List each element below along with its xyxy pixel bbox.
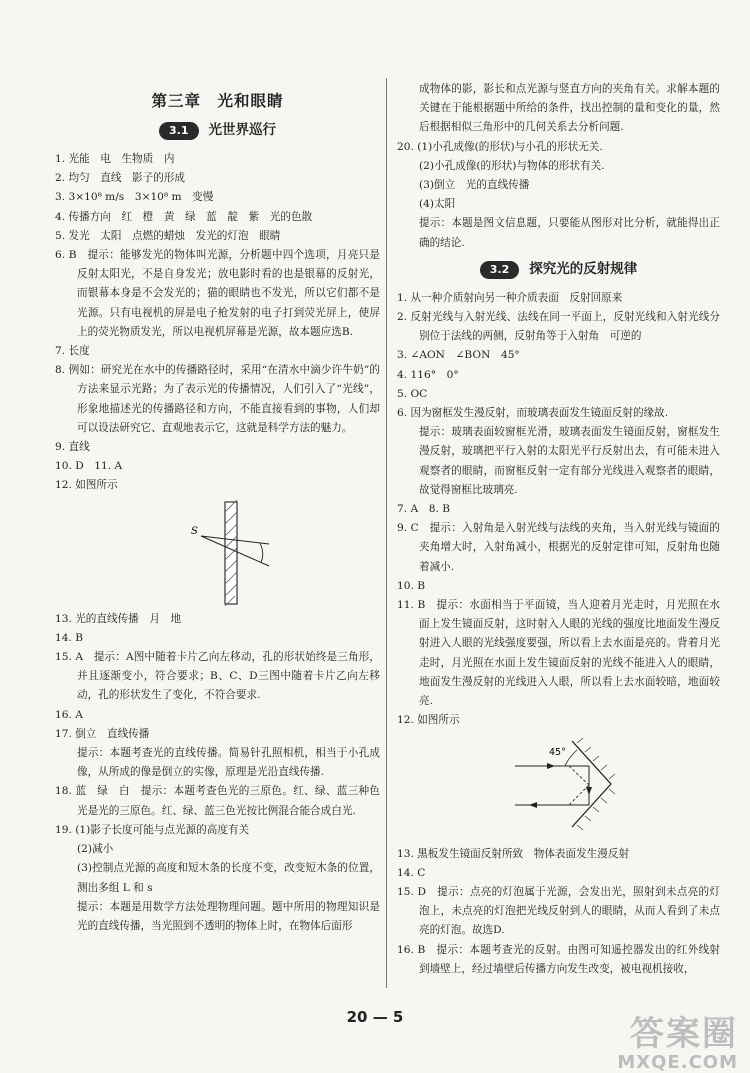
- section-3-1-header: [55, 120, 380, 142]
- answer-item: (3)倒立 光的直线传播: [419, 179, 530, 192]
- answer-18: 18. 蓝 绿 白 提示：本题考查色光的三原色。红、绿、蓝三种色光是光的三原色。红、绿、蓝三色光按比例混合能合成白光.: [55, 785, 380, 817]
- answer-list-2: [55, 610, 380, 744]
- answer-item: 5. 发光 太阳 点燃的蜡烛 发光的灯泡 眼睛: [55, 229, 281, 242]
- section-title: 探究光的反射规律: [529, 261, 638, 278]
- answer-item: 16. B 提示：本题考查光的反射。由图可知遥控器发出的红外线射到墙壁上，经过墙壁后传播方向发生改变，被电视机接收，: [397, 943, 720, 975]
- answer-item: 4. 传播方向 红 橙 黄 绿 蓝 靛 紫 光的色散: [55, 210, 313, 223]
- answer-item: 15. D 提示：点亮的灯泡属于光源，会发出光，照射到未点亮的灯泡上，未点亮的灯泡把光线反射到人的眼睛，从而人看到了未点亮的灯泡。故选D.: [397, 885, 720, 937]
- answer-item: 15. A 提示：A图中随着卡片乙向左移动，孔的形状始终是三角形，并且逐渐变小，符合要求；B、C、D三图中随着卡片乙向左移动，孔的形状发生了变化，不符合要求.: [55, 651, 380, 702]
- answer-list-right-3: [397, 845, 720, 979]
- answer-item: (4)太阳: [419, 198, 456, 211]
- answer-item: 1. 从一种介质射向另一种介质表面 反射回原来: [397, 291, 623, 304]
- answer-item: 12. 如图所示: [397, 714, 460, 727]
- section-badge: 3.1: [159, 122, 199, 140]
- answer-item: 16. A: [55, 708, 83, 721]
- answer-item: 7. A 8. B: [397, 503, 450, 516]
- answer-20-sub: [397, 157, 720, 253]
- answer-item: (2)减小: [77, 843, 114, 856]
- answer-item: 12. 如图所示: [55, 479, 118, 492]
- answer-item: 3. ∠AON ∠BON 45°: [397, 349, 520, 362]
- section-3-2-header: [397, 259, 720, 281]
- answer-item: 1. 光能 电 生物质 内: [55, 153, 175, 165]
- answer-item: 提示：本题是图文信息题，只要能从图形对比分析，就能得出正确的结论.: [419, 217, 720, 249]
- answer-item: 13. 光的直线传播 月 地: [55, 612, 182, 625]
- answer-item: 9. 直线: [55, 441, 90, 454]
- answer-item: 5. OC: [397, 387, 428, 400]
- answer-item: 17. 倒立 直线传播: [55, 727, 150, 740]
- answer-item: 8. 例如：研究光在水中的传播路径时，采用“在清水中滴少许牛奶”的方法来显示光路；为了表示光的传播情况，人们引入了“光线”，形象地描述光的传播路径和方向，不能直接看到的事物，人们却可以设法研究它、直观地表示它，这就是科学方法的魅力。: [55, 364, 380, 434]
- answer-list-right-2: [397, 500, 720, 730]
- answer-6-hint: 提示：玻璃表面较窗框光滑，玻璃表面发生镜面反射，窗框发生漫反射，玻璃把平行入射的太阳光平行反射出去，有可能未进入观察者的眼睛，而窗框反射一定有部分光线进入观察者的眼睛，故觉得窗框比玻璃亮.: [419, 426, 720, 496]
- figure-angle-label: 45°: [549, 746, 566, 758]
- answer-item: (2)小孔成像(的形状)与物体的形状有关.: [419, 159, 605, 172]
- mirror-figure: [397, 733, 720, 843]
- right-column: [397, 80, 720, 979]
- answer-19: 19. (1)影子长度可能与点光源的高度有关: [55, 823, 250, 836]
- continued-hint: 成物体的影，影长和点光源与竖直方向的夹角有关。求解本题的关键在于能根据题中所给的条件，找出控制的量和变化的量，然后根据相似三角形中的几何关系去分析问题.: [419, 83, 720, 134]
- answer-item: 9. C 提示：入射角是入射光线与法线的夹角，当入射光线与镜面的夹角增大时，入射角减小，根据光的反射定律可知，反射角也随着减小.: [397, 522, 720, 573]
- answer-20: 20. (1)小孔成像(的形状)与小孔的形状无关.: [397, 140, 603, 153]
- answer-item: 3. 3×10⁸ m/s 3×10⁸ m 变慢: [55, 191, 214, 204]
- page-number: 20 — 5: [346, 1008, 404, 1026]
- answer-17-hint: 提示：本题考查光的直线传播。简易针孔照相机，相当于小孔成像，从所成的像是倒立的实像，原理是光沿直线传播.: [77, 747, 380, 779]
- answer-item: 13. 黑板发生镜面反射所致 物体表面发生漫反射: [397, 847, 630, 860]
- answer-item: 4. 116° 0°: [397, 368, 459, 381]
- answer-item: 7. 长度: [55, 345, 90, 358]
- answer-list: [55, 150, 380, 496]
- section-badge: 3.2: [480, 261, 520, 279]
- answer-item: 14. B: [55, 631, 83, 644]
- answer-19-sub: [55, 840, 380, 936]
- section-title: 光世界巡行: [208, 122, 276, 139]
- watermark-logo: [617, 1015, 738, 1073]
- figure-label-s: S: [191, 525, 198, 537]
- answer-item: (3)控制点光源的高度和短木条的长度不变，改变短木条的位置，测出多组 L 和 s: [77, 862, 380, 894]
- watermark-url: MXQE.COM: [617, 1052, 738, 1073]
- column-divider: [386, 78, 387, 988]
- shadow-figure: [55, 498, 380, 608]
- watermark-text: 答案圈: [630, 1014, 738, 1054]
- left-column: [55, 75, 380, 936]
- answer-item: 10. B: [397, 579, 425, 592]
- answer-item: 6. B 提示：能够发光的物体叫光源，分析题中四个选项，月亮只是反射太阳光，不是自身发光；放电影时看的也是银幕的反射光，而银幕本身是不会发光的；猫的眼睛也不发光，所以它们都不是光源。只有电视机的屏是电子枪发射的电子打到荧光屏上，使屏上的荧光物质发光，所以电视机屏幕是光源，故本题应选B.: [55, 249, 380, 338]
- chapter-title: 第三章 光和眼睛: [151, 92, 284, 110]
- answer-item: 11. B 提示：水面相当于平面镜，当人迎着月光走时，月光照在水面上发生镜面反射，这时射入人眼的光线的强度比地面发生漫反射进入人眼的光线强度要强，所以看上去水面是亮的。背着月光走时，月光照在水面上发生镜面反射的光线不能进入人的眼睛，地面发生漫反射的光线进入人眼，所以看上去水面较暗，地面较亮.: [397, 599, 720, 708]
- answer-item: 10. D 11. A: [55, 460, 123, 473]
- answer-item: 14. C: [397, 866, 426, 879]
- answer-item: 2. 反射光线与入射光线、法线在同一平面上，反射光线和入射光线分别位于法线的两侧，反射角等于入射角 可逆的: [397, 311, 720, 343]
- answer-item: 提示：本题是用数学方法处理物理问题。题中所用的物理知识是光的直线传播，当光照到不透明的物体上时，在物体后面形: [77, 900, 380, 932]
- answer-item: 2. 均匀 直线 影子的形成: [55, 172, 186, 185]
- answer-item: 6. 因为窗框发生漫反射，而玻璃表面发生镜面反射的缘故.: [397, 407, 669, 420]
- answer-list-right: [397, 289, 720, 423]
